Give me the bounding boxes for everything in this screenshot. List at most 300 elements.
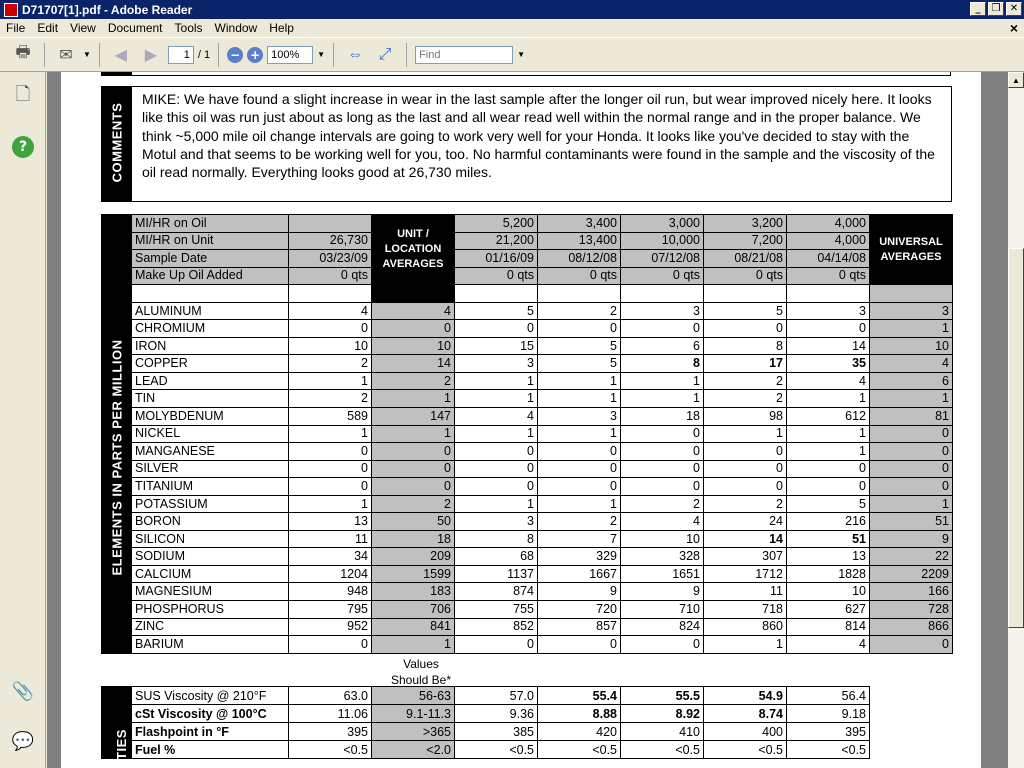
universal-average-value: 0	[870, 636, 953, 654]
current-sample-value: 0	[289, 636, 372, 654]
sample-value: 216	[787, 513, 870, 531]
sample-value: 400	[704, 723, 787, 741]
sample-value: 35	[787, 355, 870, 373]
sample-value: 0	[704, 320, 787, 338]
sample-value: 8	[455, 530, 538, 548]
restore-button[interactable]: ❐	[988, 2, 1004, 16]
menu-file[interactable]: File	[6, 21, 26, 35]
element-label: NICKEL	[132, 425, 289, 443]
zoom-dropdown-icon[interactable]: ▼	[317, 50, 326, 59]
page-number-input[interactable]	[168, 46, 194, 64]
previous-page-icon[interactable]: ◀	[114, 46, 128, 64]
sample-value: <0.5	[538, 741, 621, 759]
sample-value: 2	[538, 513, 621, 531]
properties-label: TIES	[113, 729, 129, 760]
unit-average-value: 18	[372, 530, 455, 548]
sample-value: 2	[704, 372, 787, 390]
element-label: ZINC	[132, 618, 289, 636]
elements-ppm-label: ELEMENTS IN PARTS PER MILLION	[109, 339, 125, 576]
sample-value: 1667	[538, 565, 621, 583]
sample-value: 21,200	[455, 232, 538, 250]
sample-value: 57.0	[455, 687, 538, 705]
sample-value: 56.4	[787, 687, 870, 705]
sample-value: 1651	[621, 565, 704, 583]
menu-bar	[0, 19, 1024, 38]
element-row	[102, 302, 953, 320]
sample-value: 8	[621, 355, 704, 373]
header-label: Sample Date	[132, 250, 289, 268]
sample-value: 7	[538, 530, 621, 548]
next-page-icon[interactable]: ▶	[144, 46, 158, 64]
sample-value: 1	[621, 390, 704, 408]
sample-value: 1	[621, 372, 704, 390]
window-title: D71707[1].pdf - Adobe Reader	[22, 2, 193, 17]
element-row	[102, 337, 953, 355]
element-row	[102, 372, 953, 390]
current-sample-value: 10	[289, 337, 372, 355]
sample-value: 1	[787, 390, 870, 408]
sample-value: 0	[538, 320, 621, 338]
element-row	[102, 408, 953, 426]
sample-value: 3	[538, 408, 621, 426]
sample-value: 9.36	[455, 705, 538, 723]
sample-value: 0	[704, 443, 787, 461]
menu-view[interactable]: View	[70, 21, 96, 35]
menu-tools[interactable]: Tools	[174, 21, 203, 35]
element-label: SILVER	[132, 460, 289, 478]
sample-value: 68	[455, 548, 538, 566]
email-dropdown-icon[interactable]: ▼	[83, 50, 91, 59]
header-row	[102, 232, 953, 250]
element-row	[102, 425, 953, 443]
element-row	[102, 618, 953, 636]
sample-value: 07/12/08	[621, 250, 704, 268]
section-side-bar	[102, 72, 132, 75]
element-label: LEAD	[132, 372, 289, 390]
sample-value: 329	[538, 548, 621, 566]
sample-value: 395	[787, 723, 870, 741]
element-label: TIN	[132, 390, 289, 408]
unit-average-value: 1	[372, 390, 455, 408]
sample-value: 0	[621, 478, 704, 496]
unit-average-value: 0	[372, 460, 455, 478]
sample-value: 385	[455, 723, 538, 741]
element-row	[102, 495, 953, 513]
unit-average-value: 0	[372, 478, 455, 496]
property-label: SUS Viscosity @ 210°F	[132, 687, 289, 705]
vertical-scrollbar[interactable]	[1008, 72, 1024, 768]
unit-average-value: 1599	[372, 565, 455, 583]
element-label: MAGNESIUM	[132, 583, 289, 601]
header-label: MI/HR on Oil	[132, 215, 289, 233]
universal-average-value: 1	[870, 495, 953, 513]
universal-average-value: 728	[870, 601, 953, 619]
spacer-cell	[289, 285, 372, 303]
current-sample-value: 1	[289, 495, 372, 513]
element-label: POTASSIUM	[132, 495, 289, 513]
sample-value: 3	[621, 302, 704, 320]
sample-value: 0	[455, 443, 538, 461]
sample-value: 1137	[455, 565, 538, 583]
universal-average-value: 10	[870, 337, 953, 355]
unit-average-value: 0	[372, 443, 455, 461]
sample-value: 55.5	[621, 687, 704, 705]
sample-value: 720	[538, 601, 621, 619]
attachments-icon[interactable]: 📎	[11, 680, 35, 701]
header-label: Make Up Oil Added	[132, 267, 289, 285]
sample-value: 328	[621, 548, 704, 566]
scroll-thumb[interactable]	[1008, 248, 1024, 628]
sample-value: 0	[704, 460, 787, 478]
sample-value: 612	[787, 408, 870, 426]
sample-value: 9	[538, 583, 621, 601]
comments-text: MIKE: We have found a slight increase in wear in the last sample after the longer oil run, but wear improved nicely here. It looks like this oil was run just about as long as the last and all wear read well within the normal range and in the proper balance. We think ~5,000 mile oil change intervals are going to work very well for your Honda. It looks like you've decided to stay with the Motul and that seems to be working well for you, too. No harmful contaminants were found in the sample and the viscosity of the oil read normally. Everything looks good at 26,730 miles.	[142, 91, 935, 181]
header-row	[102, 250, 953, 268]
sample-value: 1	[787, 443, 870, 461]
comments-section	[101, 86, 952, 202]
menu-window[interactable]: Window	[214, 21, 258, 35]
sample-value: 1	[704, 425, 787, 443]
current-sample-value: 0	[289, 320, 372, 338]
current-sample-value: 0 qts	[289, 267, 372, 285]
element-row	[102, 390, 953, 408]
element-row	[102, 530, 953, 548]
current-sample-value: 63.0	[289, 687, 372, 705]
unit-average-value: 4	[372, 302, 455, 320]
comments-icon[interactable]: 💬	[11, 730, 35, 751]
current-sample-value: 395	[289, 723, 372, 741]
current-sample-value: 4	[289, 302, 372, 320]
values-caption-line1: Values	[403, 657, 439, 671]
sample-value: 1828	[787, 565, 870, 583]
property-row	[102, 705, 870, 723]
element-row	[102, 355, 953, 373]
universal-average-value: 22	[870, 548, 953, 566]
element-label: SODIUM	[132, 548, 289, 566]
sample-value: 0	[538, 460, 621, 478]
sample-value: 2	[621, 495, 704, 513]
sample-value: 08/12/08	[538, 250, 621, 268]
property-row	[102, 741, 870, 759]
header-row	[102, 215, 953, 233]
element-label: CALCIUM	[132, 565, 289, 583]
sample-value: 0	[455, 460, 538, 478]
sample-value: 55.4	[538, 687, 621, 705]
navigation-panel	[0, 72, 46, 768]
sample-value: 8.88	[538, 705, 621, 723]
sample-value: <0.5	[455, 741, 538, 759]
document-view[interactable]	[47, 72, 1008, 768]
property-row	[102, 687, 870, 705]
current-sample-value: 2	[289, 355, 372, 373]
unit-average-value: 50	[372, 513, 455, 531]
sample-value: 718	[704, 601, 787, 619]
sample-value: 1712	[704, 565, 787, 583]
close-button[interactable]: ✕	[1006, 2, 1022, 16]
current-sample-value: 795	[289, 601, 372, 619]
properties-table	[101, 686, 870, 759]
universal-average-value: 166	[870, 583, 953, 601]
comments-label: COMMENTS	[109, 102, 125, 183]
zoom-in-icon[interactable]: +	[247, 47, 263, 63]
zoom-out-icon[interactable]: −	[227, 47, 243, 63]
toolbar-separator	[333, 43, 334, 67]
sample-value: 0 qts	[621, 267, 704, 285]
universal-average-value: 6	[870, 372, 953, 390]
sample-value: 814	[787, 618, 870, 636]
element-label: PHOSPHORUS	[132, 601, 289, 619]
sample-value: 857	[538, 618, 621, 636]
current-sample-value: 34	[289, 548, 372, 566]
sample-value: 5	[538, 337, 621, 355]
current-sample-value	[289, 215, 372, 233]
element-label: COPPER	[132, 355, 289, 373]
universal-average-value: 9	[870, 530, 953, 548]
sample-value: 3,000	[621, 215, 704, 233]
element-label: BARIUM	[132, 636, 289, 654]
sample-value: 5	[787, 495, 870, 513]
unit-average-value: 209	[372, 548, 455, 566]
page-total: / 1	[197, 48, 211, 61]
sample-value: 874	[455, 583, 538, 601]
sample-value: 1	[455, 372, 538, 390]
universal-average-value: 1	[870, 390, 953, 408]
element-row	[102, 583, 953, 601]
sample-value: 0	[621, 460, 704, 478]
menu-edit[interactable]: Edit	[37, 21, 59, 35]
universal-average-value: 0	[870, 460, 953, 478]
current-sample-value: 1	[289, 425, 372, 443]
sample-value: 1	[455, 495, 538, 513]
zoom-level-input[interactable]	[267, 46, 313, 64]
element-label: ALUMINUM	[132, 302, 289, 320]
sample-value: 2	[704, 390, 787, 408]
sample-value: 0	[704, 478, 787, 496]
universal-average-value: 2209	[870, 565, 953, 583]
sample-value: 1	[538, 425, 621, 443]
current-sample-value: 948	[289, 583, 372, 601]
header-label: MI/HR on Unit	[132, 232, 289, 250]
sample-value: 54.9	[704, 687, 787, 705]
sample-value: 9.18	[787, 705, 870, 723]
sample-value: 5	[704, 302, 787, 320]
sample-value: 4,000	[787, 215, 870, 233]
sample-value: 0 qts	[787, 267, 870, 285]
sample-value: 2	[704, 495, 787, 513]
element-row	[102, 601, 953, 619]
universal-average-value: 0	[870, 425, 953, 443]
sample-value: 4	[787, 636, 870, 654]
scroll-up-icon[interactable]: ▲	[1008, 72, 1024, 88]
universal-average-value: 866	[870, 618, 953, 636]
property-label: cSt Viscosity @ 100°C	[132, 705, 289, 723]
sample-value: 5,200	[455, 215, 538, 233]
sample-value: 01/16/09	[455, 250, 538, 268]
element-row	[102, 636, 953, 654]
current-sample-value: 589	[289, 408, 372, 426]
property-row	[102, 723, 870, 741]
sample-value: 755	[455, 601, 538, 619]
sample-value: 3,400	[538, 215, 621, 233]
sample-value: 4,000	[787, 232, 870, 250]
sample-value: 18	[621, 408, 704, 426]
sample-value: <0.5	[787, 741, 870, 759]
universal-average-value: 0	[870, 478, 953, 496]
sample-value: 4	[621, 513, 704, 531]
sample-value: 0	[621, 320, 704, 338]
property-label: Flashpoint in °F	[132, 723, 289, 741]
current-sample-value: <0.5	[289, 741, 372, 759]
minimize-button[interactable]: _	[970, 2, 986, 16]
element-row	[102, 460, 953, 478]
spacer-cell	[132, 285, 289, 303]
spacer-row	[102, 285, 953, 303]
element-row	[102, 478, 953, 496]
document-close-icon[interactable]: ×	[1009, 20, 1018, 36]
sample-value: 0	[538, 478, 621, 496]
toolbar-separator	[44, 43, 45, 67]
property-label: Fuel %	[132, 741, 289, 759]
unit-average-value: 1	[372, 425, 455, 443]
sample-value: 10,000	[621, 232, 704, 250]
sample-value: 307	[704, 548, 787, 566]
sample-value: 7,200	[704, 232, 787, 250]
element-label: TITANIUM	[132, 478, 289, 496]
sample-value: 0	[787, 320, 870, 338]
sample-value: 0	[455, 636, 538, 654]
sample-value: 3	[787, 302, 870, 320]
unit-average-value: 706	[372, 601, 455, 619]
sample-value: 10	[621, 530, 704, 548]
element-label: IRON	[132, 337, 289, 355]
spacer-cell	[787, 285, 870, 303]
universal-average-value: 1	[870, 320, 953, 338]
fit-page-icon[interactable]: ⤢	[378, 45, 392, 63]
sample-value: 5	[455, 302, 538, 320]
element-label: BORON	[132, 513, 289, 531]
universal-average-value: 51	[870, 513, 953, 531]
current-sample-value: 11	[289, 530, 372, 548]
sample-value: 420	[538, 723, 621, 741]
element-label: SILICON	[132, 530, 289, 548]
pages-icon[interactable]: 🗋	[15, 84, 31, 104]
sample-value: 410	[621, 723, 704, 741]
current-sample-value: 2	[289, 390, 372, 408]
menu-help[interactable]: Help	[269, 21, 294, 35]
current-sample-value: 03/23/09	[289, 250, 372, 268]
unit-average-value: 2	[372, 372, 455, 390]
sample-value: 860	[704, 618, 787, 636]
current-sample-value: 26,730	[289, 232, 372, 250]
current-sample-value: 1204	[289, 565, 372, 583]
sample-value: 0	[538, 443, 621, 461]
sample-value: 0	[787, 460, 870, 478]
sample-value: 11	[704, 583, 787, 601]
previous-section-box	[101, 72, 951, 76]
sample-value: 0	[538, 636, 621, 654]
universal-averages-header: UNIVERSAL AVERAGES	[870, 215, 953, 285]
sample-value: 0	[621, 636, 704, 654]
unit-average-value: 0	[372, 320, 455, 338]
sample-value: 710	[621, 601, 704, 619]
sample-value: 04/14/08	[787, 250, 870, 268]
sample-value: 0	[787, 478, 870, 496]
element-row	[102, 565, 953, 583]
spacer-cell	[538, 285, 621, 303]
element-label: MOLYBDENUM	[132, 408, 289, 426]
unit-average-value: 841	[372, 618, 455, 636]
comments-side-bar	[102, 87, 132, 201]
sample-value: 2	[538, 302, 621, 320]
current-sample-value: 11.06	[289, 705, 372, 723]
spacer-cell	[372, 285, 455, 303]
sample-value: 4	[787, 372, 870, 390]
sample-value: 98	[704, 408, 787, 426]
element-row	[102, 548, 953, 566]
current-sample-value: 1	[289, 372, 372, 390]
find-input[interactable]	[415, 46, 513, 64]
current-sample-value: 13	[289, 513, 372, 531]
help-icon[interactable]: ?	[12, 136, 34, 158]
unit-average-value: 2	[372, 495, 455, 513]
sample-value: 9	[621, 583, 704, 601]
spec-value: 56-63	[372, 687, 455, 705]
sample-value: 08/21/08	[704, 250, 787, 268]
values-should-be-caption	[381, 656, 461, 688]
universal-average-value: 3	[870, 302, 953, 320]
toolbar-separator	[218, 43, 219, 67]
spec-value: <2.0	[372, 741, 455, 759]
spec-value: >365	[372, 723, 455, 741]
universal-average-value: 4	[870, 355, 953, 373]
print-icon[interactable]: 🖶	[15, 44, 31, 61]
unit-average-value: 183	[372, 583, 455, 601]
sample-value: 0 qts	[704, 267, 787, 285]
find-dropdown-icon[interactable]: ▼	[517, 50, 525, 59]
sample-value: 1	[538, 372, 621, 390]
spacer-cell	[621, 285, 704, 303]
element-row	[102, 443, 953, 461]
window-title-bar	[0, 0, 1024, 19]
element-row	[102, 320, 953, 338]
sample-value: 14	[704, 530, 787, 548]
unit-average-value: 147	[372, 408, 455, 426]
spacer-cell	[870, 285, 953, 303]
properties-side-bar	[102, 687, 132, 759]
sample-value: 10	[787, 583, 870, 601]
toolbar-separator	[406, 43, 407, 67]
sample-value: 1	[455, 390, 538, 408]
spacer-cell	[704, 285, 787, 303]
toolbar	[0, 38, 1024, 72]
universal-average-value: 81	[870, 408, 953, 426]
fit-width-icon[interactable]: ⇔	[347, 45, 364, 63]
menu-document[interactable]: Document	[107, 21, 163, 35]
sample-value: 4	[455, 408, 538, 426]
sample-value: 51	[787, 530, 870, 548]
email-icon[interactable]: ✉	[59, 46, 73, 64]
sample-value: 3	[455, 513, 538, 531]
sample-value: 5	[538, 355, 621, 373]
pdf-page	[61, 72, 981, 768]
sample-value: 8	[704, 337, 787, 355]
current-sample-value: 0	[289, 478, 372, 496]
sample-value: 0	[455, 320, 538, 338]
header-row	[102, 267, 953, 285]
unit-average-value: 10	[372, 337, 455, 355]
sample-value: 13	[787, 548, 870, 566]
sample-value: 1	[538, 495, 621, 513]
